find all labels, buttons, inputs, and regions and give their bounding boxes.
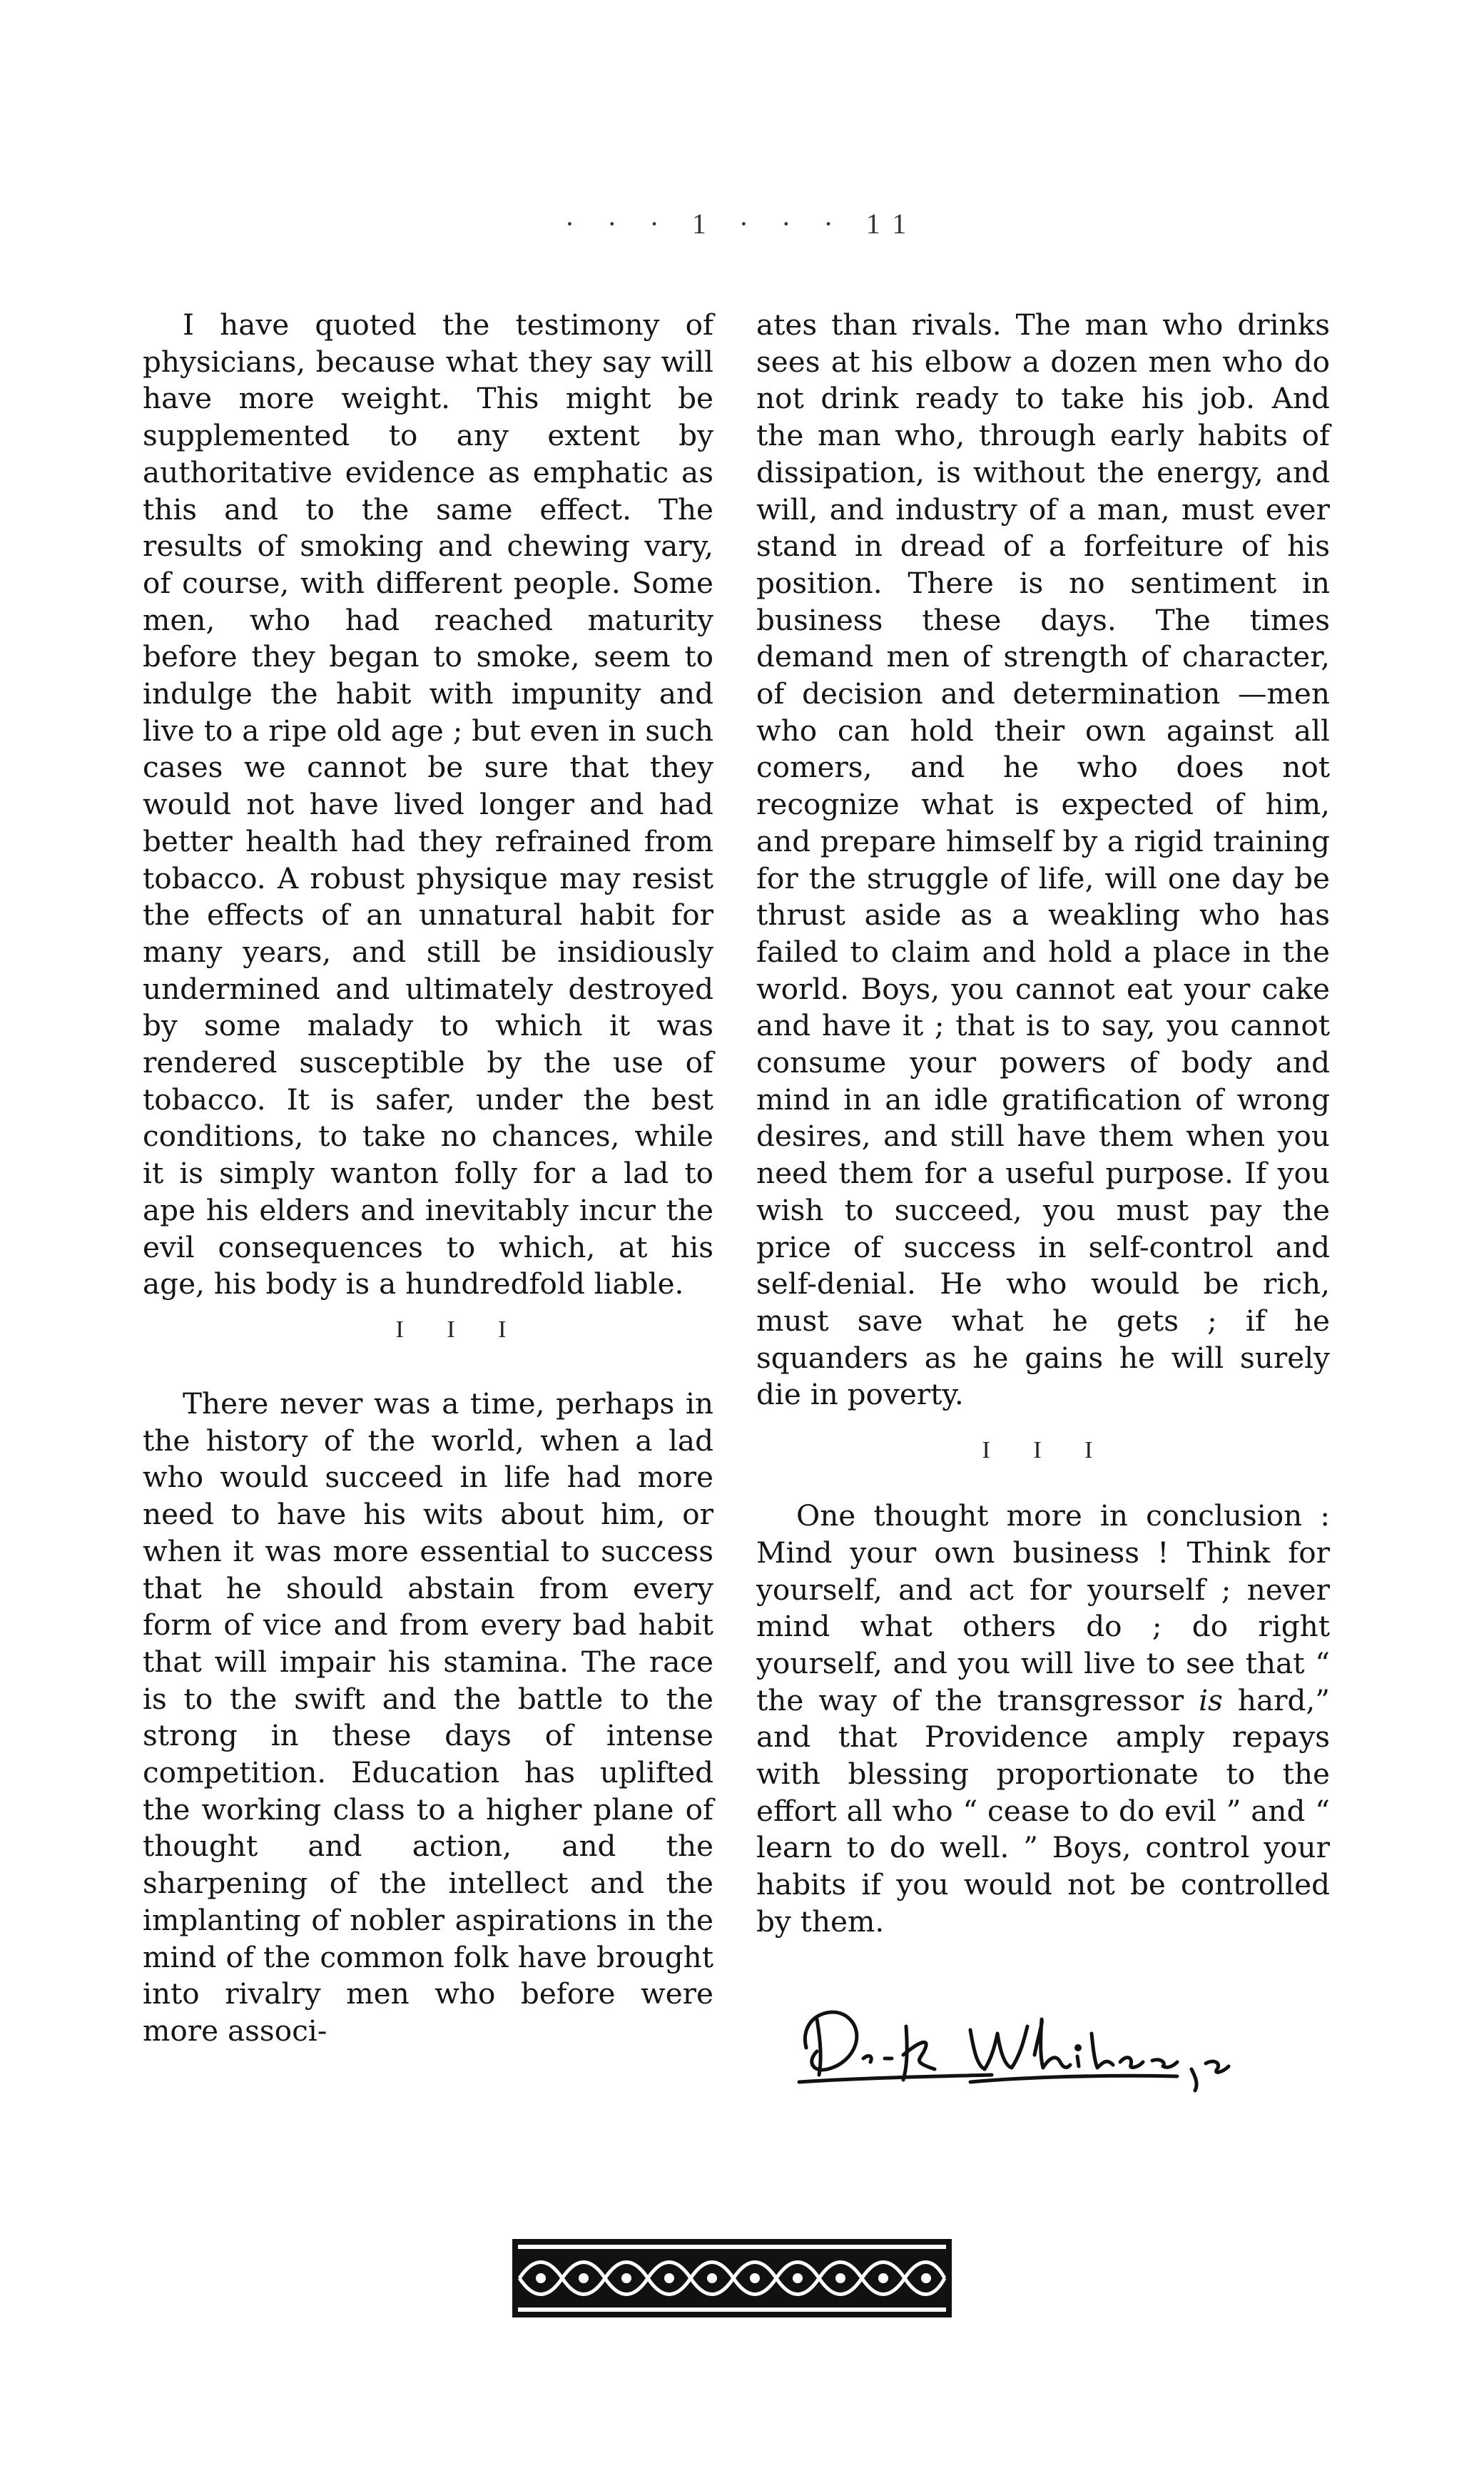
conclusion-text-b: hard,” and that Providence amply repays with blessing proportionate to the effort all who “ cease to do evil ” and “ learn to do well. ” Boys, control your habits if you would not be controlled by them. — [756, 1682, 1330, 1939]
running-head: · · · 1 · · · 11 — [564, 208, 920, 240]
section-separator: I I I — [982, 1437, 1112, 1464]
conclusion-text-a: One thought more in conclusion : Mind your own business ! Think for yourself, and act for yourself ; never mind what others do ; do right yourself, and you will live to see that “ the way of the transgressor — [756, 1498, 1330, 1717]
paragraph-tobacco-testimony: I have quoted the testimony of physicians, because what they say will have more weight. This might be supplemented to any extent by authoritative evidence as emphatic as this and to the same effect. The results of smoking and chewing vary, of course, with different people. Some men, who had reached maturity before they began to smoke, seem to indulge the habit with impunity and live to a ripe old age ; but even in such cases we cannot be sure that they would not have lived longer and had better health had they refrained from tobacco. A robust physique may resist the effects of an unnatural habit for many years, and still be insidiously undermined and ultimately destroyed by some malady to which it was rendered susceptible by the use of tobacco. It is safer, under the best conditions, to take no chances, while it is simply wanton folly for a lad to ape his elders and inevitably incur the evil consequences to which, at his age, his body is a hundredfold liable. — [143, 308, 713, 1301]
conclusion-emphasis: is — [1199, 1682, 1223, 1717]
paragraph-conclusion — [756, 1498, 1330, 1940]
section-separator: I I I — [395, 1316, 525, 1343]
left-column — [143, 307, 713, 2050]
paragraph-rivals-continued: ates than rivals. The man who drinks sees at his elbow a dozen men who do not drink ready to take his job. And the man who, through early habits of dissipation, is without the energy, and will, and industry of a man, must ever stand in dread of a forfeiture of his position. There is no sentiment in business these days. The times demand men of strength of character, of decision and determination —men who can hold their own against all comers, and he who does not recognize what is expected of him, and prepare himself by a rigid training for the struggle of life, will one day be thrust aside as a weakling who has failed to claim and hold a place in the world. Boys, you cannot eat your cake and have it ; that is to say, you cannot consume your powers of body and mind in an idle gratification of wrong desires, and still have them when you need them for a useful purpose. If you wish to succeed, you must pay the price of success in self-control and self-denial. He who would be rich, must save what he gets ; if he squanders as he gains he will surely die in poverty. — [756, 308, 1330, 1412]
handwritten-signature — [778, 1991, 1291, 2098]
decorative-ornament — [512, 2239, 952, 2317]
right-column — [756, 307, 1330, 1941]
paragraph-competition: There never was a time, perhaps in the history of the world, when a lad who would succeed in life had more need to have his wits about him, or when it was more essential to success that he should abstain from every form of vice and from every bad habit that will impair his stamina. The race is to the swift and the battle to the strong in these days of intense competition. Education has uplifted the working class to a higher plane of thought and action, and the sharpening of the intellect and the implanting of nobler aspirations in the mind of the common folk have brought into rivalry men who before were more associ- — [143, 1386, 713, 2048]
